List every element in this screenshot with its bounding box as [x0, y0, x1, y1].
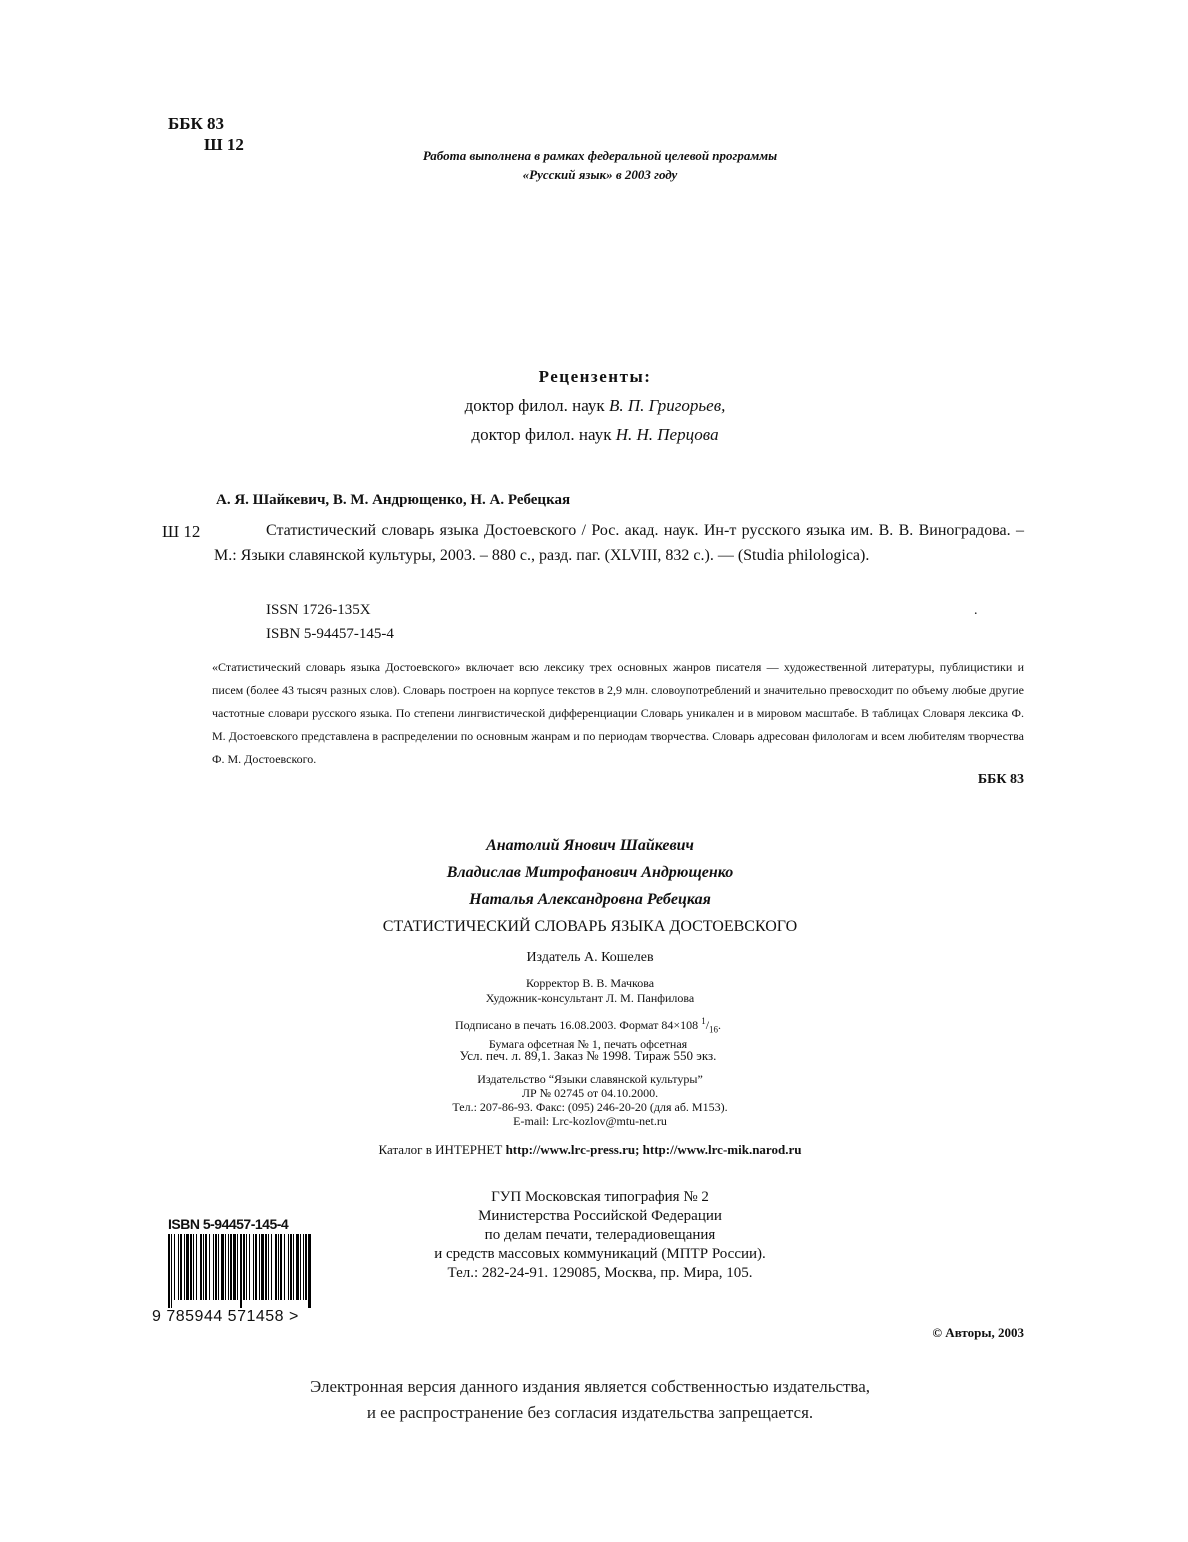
barcode-bars — [166, 1234, 316, 1308]
colophon-authors — [290, 832, 890, 913]
reviewers-block — [300, 362, 890, 449]
format-fraction-denominator: 16 — [709, 1024, 719, 1035]
rights-notice — [210, 1374, 970, 1426]
stray-mark: . — [974, 603, 978, 618]
catalog-urls: http://www.lrc-press.ru; http://www.lrc-mik.narod.ru — [505, 1142, 802, 1157]
printer-line-5: Тел.: 282-24-91. 129085, Москва, пр. Мира, 105. — [447, 1265, 753, 1281]
format-fraction-numerator: 1 — [701, 1016, 706, 1026]
signed-end: . — [718, 1018, 722, 1032]
contact-phone: Тел.: 207-86-93. Факс: (095) 246-20-20 (для аб. М153). — [452, 1100, 728, 1114]
reviewer-2-degree: доктор филол. наук — [471, 425, 616, 444]
bibliographic-authors: А. Я. Шайкевич, В. М. Андрющенко, Н. А. Ребецкая — [216, 492, 571, 508]
internet-catalog — [260, 1142, 920, 1158]
book-title: СТАТИСТИЧЕСКИЙ СЛОВАРЬ ЯЗЫКА ДОСТОЕВСКОГО — [382, 918, 798, 935]
barcode-isbn-label: ISBN 5-94457-145-4 — [168, 1216, 289, 1232]
signed-text: Подписано в печать 16.08.2003. Формат 84×108 — [454, 1018, 702, 1032]
isbn-barcode — [152, 1216, 322, 1328]
annotation-text: «Статистический словарь языка Достоевского» включает всю лексику трех основных жанров писателя — художественной литературы, публицистики и писем (более 43 тысяч разных слов). Словарь построен на корпусе текстов в 2,9 млн. словоупотреблений и значительно превосходит по объему любые другие частотные словари русского языка. По степени лингвистической дифференциации Словарь уникален и в мировом масштабе. В таблицах Словаря лексика Ф. М. Достоевского представлена в распределении по основным жанрам и по периодам творчества. Словарь адресован филологам и всем любителям творчества Ф. М. Достоевского. — [212, 660, 1024, 766]
barcode-digits: 9 785944 571458 > — [152, 1308, 299, 1325]
reviewer-1-name: В. П. Григорьев, — [608, 396, 726, 415]
program-note-line-1: Работа выполнена в рамках федеральной целевой программы — [422, 148, 778, 163]
reviewer-2 — [300, 420, 890, 449]
publisher-name: Издатель А. Кошелев — [526, 950, 654, 965]
printer-line-3: по делам печати, телерадиовещания — [484, 1227, 716, 1243]
reviewer-2-name: Н. Н. Перцова — [615, 425, 719, 444]
printer-line-1: ГУП Московская типография № 2 — [491, 1189, 709, 1205]
contact-email: E-mail: Lrc-kozlov@mtu-net.ru — [513, 1114, 667, 1128]
bibliographic-entry: Статистический словарь языка Достоевского / Рос. акад. наук. Ин-т русского языка им. В. В. Виноградова. – М.: Языки славянской культуры, 2003. – 880 с., разд. паг. (XLVIII, 832 с.). — (Studia philologica). — [214, 522, 1024, 564]
printer-info — [380, 1188, 820, 1283]
corrector-credit: Корректор В. В. Мачкова — [525, 976, 655, 990]
copyright-notice: © Авторы, 2003 — [932, 1325, 1024, 1340]
program-note — [320, 146, 880, 184]
staff-credits — [390, 976, 790, 1006]
reviewer-1 — [300, 391, 890, 420]
colophon-author-1: Анатолий Янович Шайкевич — [486, 837, 694, 854]
printer-line-4: и средств массовых коммуникаций (МПТР России). — [434, 1246, 766, 1262]
bibliographic-sign-code: Ш 12 — [162, 522, 201, 541]
issn: ISSN 1726-135X — [266, 602, 371, 618]
colophon-author-3: Наталья Александровна Ребецкая — [469, 891, 711, 908]
publishing-house-info — [380, 1072, 800, 1128]
print-details — [388, 1014, 788, 1052]
bbk-code: ББК 83 — [168, 114, 225, 133]
identifiers-block — [266, 598, 394, 646]
bbk-code-right: ББК 83 — [977, 772, 1024, 787]
print-sheets-info: Усл. печ. л. 89,1. Заказ № 1998. Тираж 550 экз. — [459, 1048, 717, 1063]
isbn: ISBN 5-94457-145-4 — [266, 626, 394, 642]
colophon-author-2: Владислав Митрофанович Андрющенко — [446, 864, 734, 881]
reviewers-heading: Рецензенты: — [538, 367, 652, 386]
signed-for-print: Подписано в печать 16.08.2003. Формат 84×108 $^1/_{16}$. — [454, 1016, 722, 1035]
rights-notice-line-2: и ее распространение без согласия издательства запрещается. — [366, 1403, 814, 1422]
publishing-house-name: Издательство “Языки славянской культуры” — [477, 1072, 703, 1086]
printer-line-2: Министерства Российской Федерации — [478, 1208, 722, 1224]
reviewer-1-degree: доктор филол. наук — [464, 396, 609, 415]
license-number: ЛР № 02745 от 04.10.2000. — [521, 1086, 659, 1100]
rights-notice-line-1: Электронная версия данного издания является собственностью издательства, — [309, 1377, 871, 1396]
artist-credit: Художник-консультант Л. М. Панфилова — [485, 991, 695, 1005]
paper-info: Бумага офсетная № 1, печать офсетная — [488, 1037, 688, 1052]
program-note-line-2: «Русский язык» в 2003 году — [522, 167, 678, 182]
author-sign-code: Ш 12 — [204, 135, 244, 154]
catalog-label: Каталог в ИНТЕРНЕТ — [378, 1142, 506, 1157]
